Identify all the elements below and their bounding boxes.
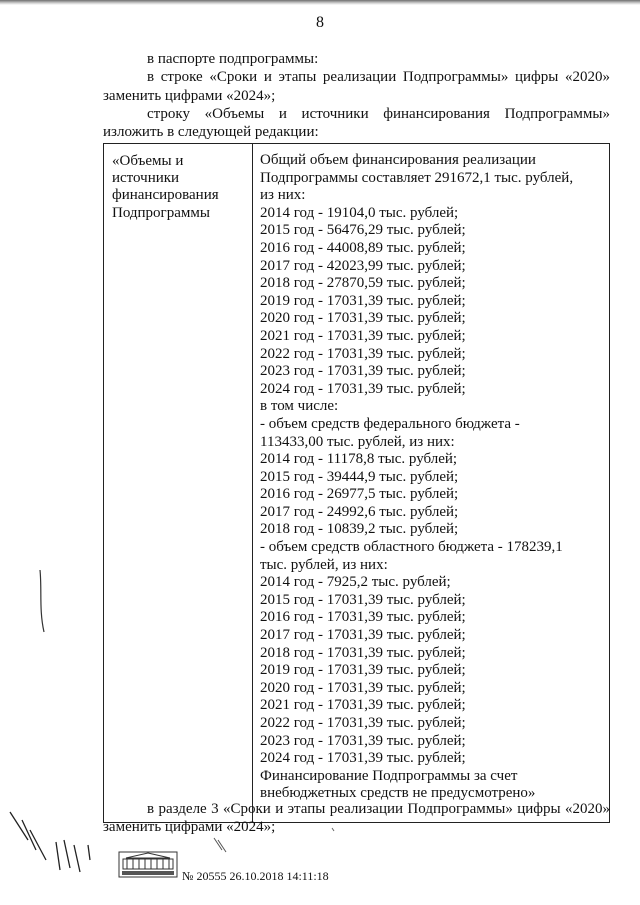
right-cell-line-6: 2016 год - 44008,89 тыс. рублей;	[260, 239, 466, 256]
left-cell-line-3: финансирования	[112, 187, 219, 204]
right-cell-line-13: 2023 год - 17031,39 тыс. рублей;	[260, 363, 466, 380]
outro-line-2: заменить цифрами «2024»;	[103, 819, 276, 835]
right-cell-line-29: 2018 год - 17031,39 тыс. рублей;	[260, 644, 466, 661]
document-registration-id: № 20555 26.10.2018 14:11:18	[182, 869, 329, 883]
right-cell-line-8: 2018 год - 27870,59 тыс. рублей;	[260, 275, 466, 292]
right-cell-line-28: 2017 год - 17031,39 тыс. рублей;	[260, 627, 466, 644]
right-cell-line-4: 2014 год - 19104,0 тыс. рублей;	[260, 204, 459, 221]
right-cell-line-23: - объем средств областного бюджета - 178239,1	[260, 539, 563, 556]
right-cell-line-16: - объем средств федерального бюджета -	[260, 415, 520, 432]
stray-mark	[214, 838, 226, 852]
intro-line-5: изложить в следующей редакции:	[103, 124, 319, 140]
left-cell-line-4: Подпрограммы	[112, 204, 210, 221]
right-cell-line-7: 2017 год - 42023,99 тыс. рублей;	[260, 257, 466, 274]
right-cell-line-9: 2019 год - 17031,39 тыс. рублей;	[260, 292, 466, 309]
right-cell-line-36: Финансирование Подпрограммы за счет	[260, 767, 518, 784]
page-number: 8	[316, 14, 324, 31]
outro-line-1: в разделе 3 «Сроки и этапы реализации Подпрограммы» цифры «2020»	[147, 801, 610, 817]
table-right-cell	[260, 152, 573, 803]
right-cell-line-11: 2021 год - 17031,39 тыс. рублей;	[260, 327, 466, 344]
right-cell-line-34: 2023 год - 17031,39 тыс. рублей;	[260, 732, 466, 749]
funding-table	[103, 143, 610, 823]
right-cell-line-19: 2015 год - 39444,9 тыс. рублей;	[260, 468, 459, 485]
right-cell-line-5: 2015 год - 56476,29 тыс. рублей;	[260, 222, 466, 239]
right-cell-line-37: внебюджетных средств не предусмотрено»	[260, 785, 536, 802]
right-cell-line-3: из них:	[260, 187, 306, 204]
right-cell-line-12: 2022 год - 17031,39 тыс. рублей;	[260, 345, 466, 362]
right-cell-line-24: тыс. рублей, из них:	[260, 556, 388, 573]
right-cell-line-35: 2024 год - 17031,39 тыс. рублей;	[260, 750, 466, 767]
building-stamp-icon	[118, 851, 178, 878]
intro-line-1: в паспорте подпрограммы:	[147, 51, 319, 67]
right-cell-line-22: 2018 год - 10839,2 тыс. рублей;	[260, 521, 459, 538]
margin-pen-mark	[40, 570, 44, 632]
right-cell-line-15: в том числе:	[260, 398, 339, 415]
scan-edge	[0, 0, 640, 5]
right-cell-line-18: 2014 год - 11178,8 тыс. рублей;	[260, 451, 458, 468]
right-cell-line-1: Общий объем финансирования реализации	[260, 152, 536, 168]
right-cell-line-21: 2017 год - 24992,6 тыс. рублей;	[260, 503, 459, 520]
right-cell-line-10: 2020 год - 17031,39 тыс. рублей;	[260, 310, 466, 327]
left-cell-line-2: источники	[112, 170, 180, 187]
right-cell-line-14: 2024 год - 17031,39 тыс. рублей;	[260, 380, 466, 397]
left-cell-line-1: «Объемы и	[112, 153, 184, 169]
stray-dot	[332, 828, 334, 831]
signature-scribble	[10, 812, 90, 872]
right-cell-line-17: 113433,00 тыс. рублей, из них:	[260, 433, 455, 450]
right-cell-line-33: 2022 год - 17031,39 тыс. рублей;	[260, 715, 466, 731]
right-cell-line-30: 2019 год - 17031,39 тыс. рублей;	[260, 662, 466, 679]
right-cell-line-2: Подпрограммы составляет 291672,1 тыс. рублей,	[260, 169, 574, 186]
intro-line-4: строку «Объемы и источники финансирования Подпрограммы»	[147, 106, 610, 122]
right-cell-line-25: 2014 год - 7925,2 тыс. рублей;	[260, 574, 451, 591]
right-cell-line-31: 2020 год - 17031,39 тыс. рублей;	[260, 679, 466, 696]
intro-line-3: заменить цифрами «2024»;	[103, 88, 276, 104]
right-cell-line-32: 2021 год - 17031,39 тыс. рублей;	[260, 697, 466, 714]
right-cell-line-26: 2015 год - 17031,39 тыс. рублей;	[260, 591, 466, 608]
intro-line-2: в строке «Сроки и этапы реализации Подпрограммы» цифры «2020»	[147, 69, 610, 85]
table-left-cell	[112, 153, 219, 222]
right-cell-line-27: 2016 год - 17031,39 тыс. рублей;	[260, 609, 466, 626]
table-column-divider	[252, 144, 253, 822]
right-cell-line-20: 2016 год - 26977,5 тыс. рублей;	[260, 486, 459, 503]
